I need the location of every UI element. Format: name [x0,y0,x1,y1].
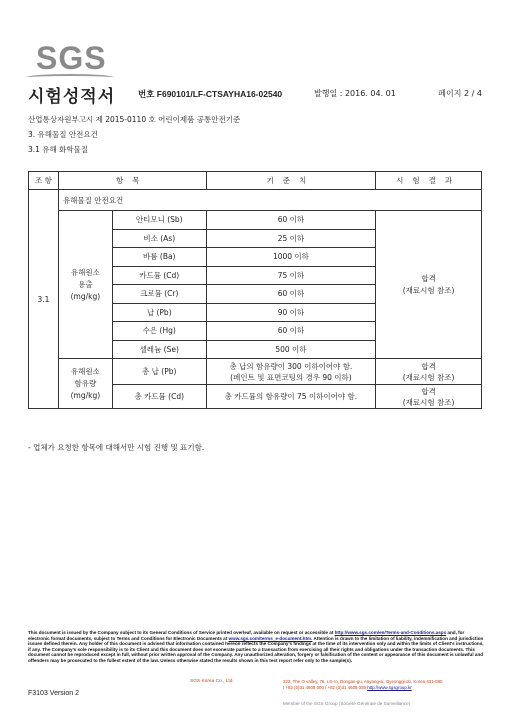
result-leaching: 합격 (재료시험 참조) [376,211,482,359]
element-limit: 60 이하 [206,211,376,230]
page-number: 페이지 2 / 4 [438,89,482,98]
group-label-content: 유해원소 함유량 (mg/kg) [58,359,112,409]
result-cadmium-content: 합격 (재료시험 참조) [376,385,482,409]
document-title: 시험성적서 [28,87,116,107]
element-name: 안티모니 (Sb) [112,211,206,230]
footnote: - 업체가 요청한 항목에 대해서만 시험 진행 및 표기함. [28,443,205,452]
logo-text: SGS [36,40,107,76]
website-link[interactable]: http://www.sgsgroup.kr [367,684,412,690]
footer-address: 322, The O valley, 76, LS-ro, Dongan-gu, Anyang-si, Gyeonggi-do, Korea 431-080 t +82 (0)31 4608 000 f +82 (0)31 4608 059 http://www.sgsgroup.kr [283,679,443,690]
element-limit: 75 이하 [206,266,376,285]
header-clause: 조 항 [29,172,59,190]
element-limit: 60 이하 [206,322,376,341]
element-limit: 90 이하 [206,303,376,322]
report-header [28,82,484,107]
section-heading: 3. 유해물질 안전요건 [28,130,98,139]
element-limit: 25 이하 [206,229,376,248]
element-limit: 500 이하 [206,340,376,359]
table-row [29,359,482,385]
element-name: 카드뮴 (Cd) [112,266,206,285]
element-name: 총 카드뮴 (Cd) [112,385,206,409]
element-limit: 총 납의 함유량이 300 이하이어야 함. (페인트 및 표면코팅의 경우 90 이하) [206,359,376,385]
header-criteria: 기준치 [206,172,376,190]
section-title: 유해물질 안전요건 [58,190,481,211]
element-name: 비소 (As) [112,229,206,248]
element-name: 셀레늄 (Se) [112,340,206,359]
section-row [29,190,482,211]
table-header-row [29,172,482,190]
clause-number: 3.1 [29,190,59,409]
element-name: 수은 (Hg) [112,322,206,341]
terms-link[interactable]: http://www.sgs.com/en/Terms-and-Conditions.aspx [334,630,447,635]
results-table [28,171,482,409]
header-result: 시험결과 [376,172,482,190]
footer-company: SGS Korea Co., Ltd. [190,679,234,684]
element-name: 총 납 (Pb) [112,359,206,385]
element-name: 크로뮴 (Cr) [112,285,206,304]
table-row [29,211,482,230]
issue-date: 발행일 : 2016. 04. 01 [314,89,396,98]
standard-reference: 산업통상자원부고시 제 2015-0110 호 어린이제품 공통안전기준 [28,115,241,124]
report-number: 번호 F690101/LF-CTSAYHA16-02540 [138,89,283,99]
header-item: 항목 [58,172,206,190]
element-name: 바륨 (Ba) [112,248,206,267]
element-limit: 1000 이하 [206,248,376,267]
logo-swoosh [26,74,114,81]
subsection-heading: 3.1 유해 화학물질 [28,145,89,154]
form-version: F3103 Version 2 [28,690,79,697]
e-document-terms-link[interactable]: www.sgs.com/terms_e-document.htm. [228,635,313,641]
group-label-leaching: 유해원소 용출 (mg/kg) [58,211,112,359]
element-limit: 60 이하 [206,285,376,304]
element-limit: 총 카드뮴의 함유량이 75 이하이어야 함. [206,385,376,409]
footer-member: Member of the SGS Group (Société Générale de Surveillance) [283,701,411,706]
sgs-logo [22,38,132,80]
element-name: 납 (Pb) [112,303,206,322]
legal-disclaimer: This document is issued by the Company subject to its General Conditions of Service printed overleaf, available on request or accessible at http://www.sgs.com/en/Terms-and-Conditions.aspx and, for electronic format documents, subject to Terms and Conditions for Electronic Documents at www.sgs.com/terms_e-document.htm. Attention is drawn to the limitation of liability, indemnification and jurisdiction issues defined therein. Any holder of this document is advised that information contained hereon reflects the Company's findings at the time of its intervention only and within the limits of Client's instructions, if any. The Company's sole responsibility is to its Client and this document does not exonerate parties to a transaction from exercising all their rights and obligations under the transaction documents. This document cannot be reproduced except in full, without prior written approval of the Company. Any unauthorized alteration, forgery or falsification of the content or appearance of this document is unlawful and offenders may be prosecuted to the fullest extent of the law. Unless otherwise stated the results shown in this test report refer only to the sample(s). [28,630,484,663]
result-lead-content: 합격 (재료시험 참조) [376,359,482,385]
